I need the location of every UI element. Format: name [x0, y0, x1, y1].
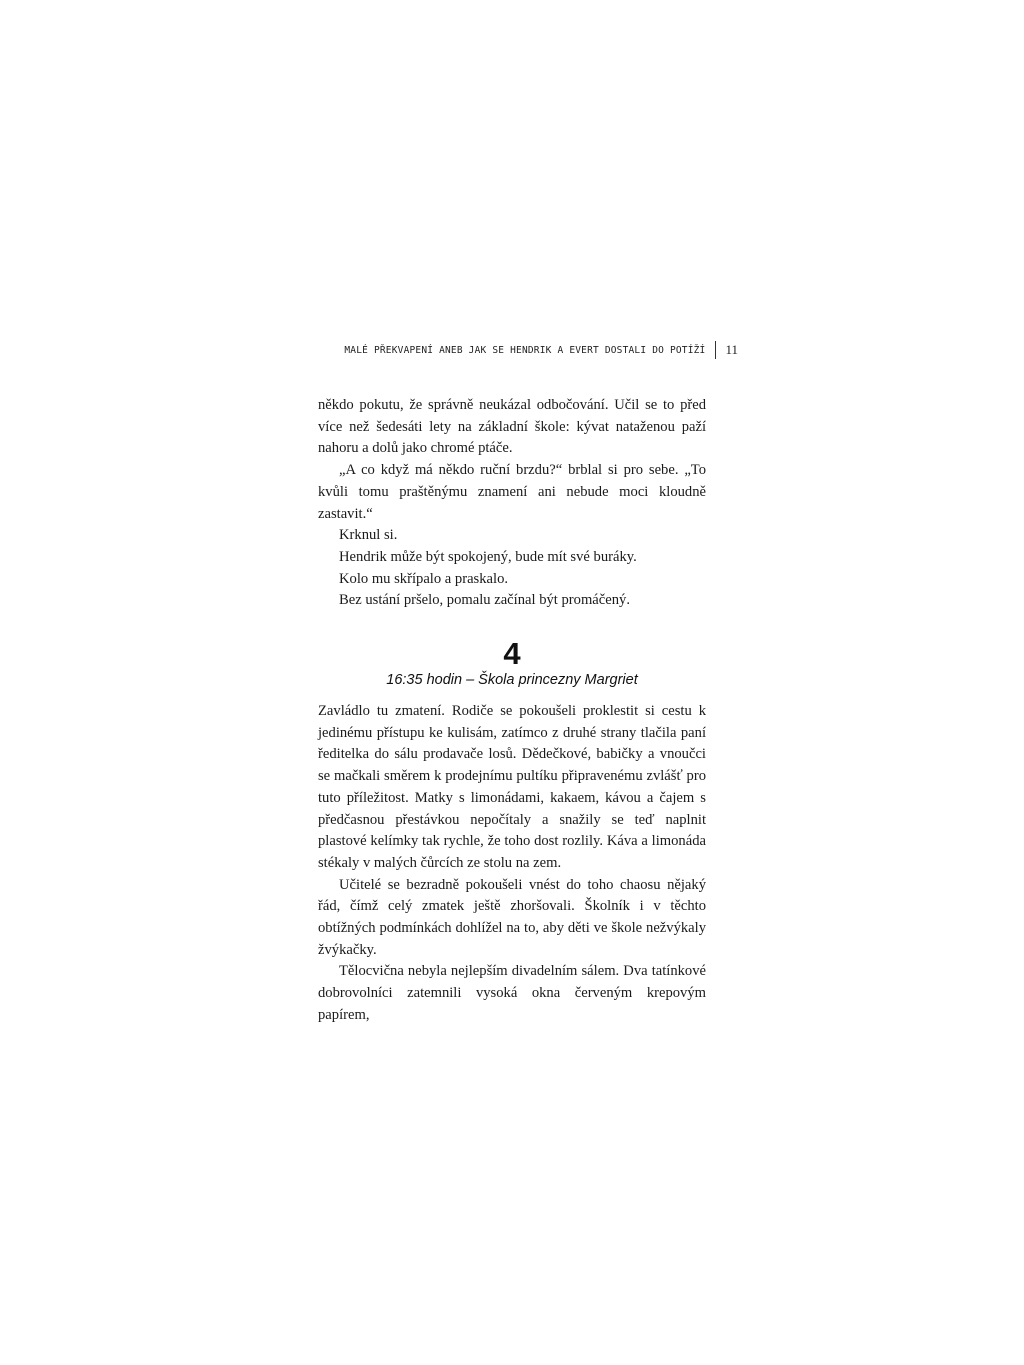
text-block-top	[318, 395, 706, 612]
running-title: MALÉ PŘEKVAPENÍ ANEB JAK SE HENDRIK A EVERT DOSTALI DO POTÍŽÍ	[344, 344, 706, 356]
header-divider	[715, 341, 716, 359]
page-number: 11	[725, 342, 738, 357]
paragraph: Bez ustání pršelo, pomalu začínal být promáčený.	[339, 592, 630, 609]
paragraph: Tělocvična nebyla nejlepším divadelním sálem. Dva tatínkové dobrovolníci zatemnili vysoká okna červeným krepovým papírem,	[318, 963, 706, 1023]
chapter-number: 4	[503, 636, 521, 671]
paragraph: Krknul si.	[339, 527, 398, 544]
text-block-chapter	[318, 701, 706, 1027]
paragraph: Hendrik může být spokojený, bude mít své buráky.	[339, 548, 637, 565]
paragraph: Zavládlo tu zmatení. Rodiče se pokoušeli proklestit si cestu k jedinému přístupu ke kulisám, zatímco z druhé strany tlačila paní ředitelka do sálu prodavače losů. Dědečkové, babičky a vnoučci se mačkali směrem k prodejnímu pultíku připravenému zvlášť pro tuto příležitost. Matky s limonádami, kakaem, kávou a čajem s předčasnou přestávkou nepočítaly a snažily se teď naplnit plastové kelímky tak rychle, že toho dost rozlily. Káva a limonáda stékaly v malých čůrcích ze stolu na zem.	[318, 703, 706, 871]
chapter-subtitle: 16:35 hodin – Škola princezny Margriet	[386, 672, 638, 688]
paragraph: „A co když má někdo ruční brzdu?“ brblal si pro sebe. „To kvůli tomu praštěnýmu znamení ani nebude moci kloudně zastavit.“	[318, 462, 706, 522]
running-header	[300, 341, 738, 359]
paragraph: někdo pokutu, že správně neukázal odbočování. Učil se to před více než šedesáti lety na základní škole: kývat nataženou paží nahoru a dolů jako chromé ptáče.	[318, 397, 706, 457]
paragraph: Učitelé se bezradně pokoušeli vnést do toho chaosu nějaký řád, čímž celý zmatek ještě zhoršovali. Školník i v těchto obtížných podmínkách dohlížel na to, aby děti ve škole nežvýkaly žvýkačky.	[318, 876, 706, 958]
paragraph: Kolo mu skřípalo a praskalo.	[339, 570, 509, 587]
